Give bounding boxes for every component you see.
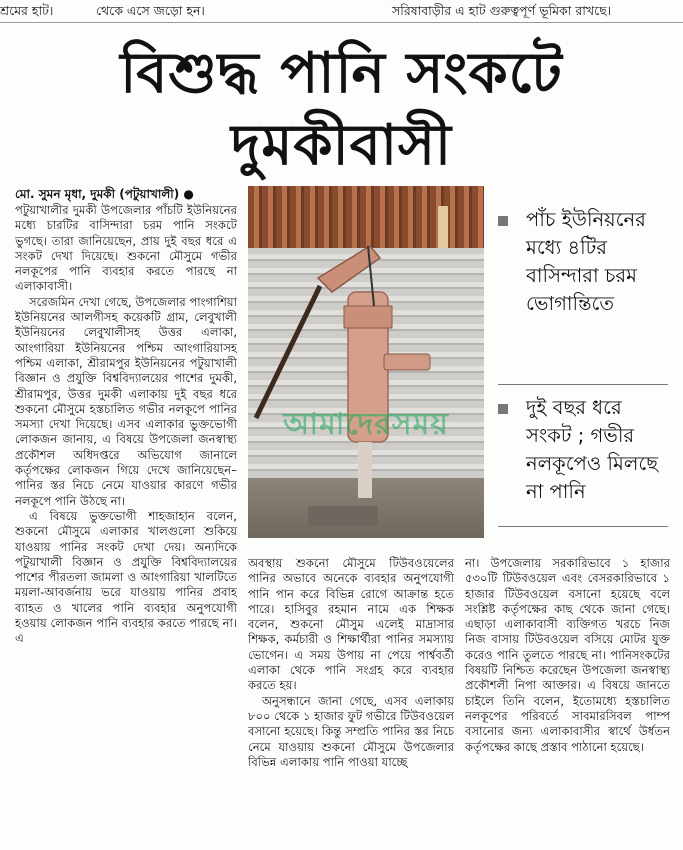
pull-quote-2 [498, 394, 668, 524]
pull-quote-text: পাঁচ ইউনিয়নের মধ্যে ৪টির বাসিন্দারা চরম ভোগান্তিতে [526, 208, 646, 315]
top-strip [0, 2, 683, 22]
paragraph: সরেজমিন দেখা গেছে, উপজেলার পাংগাশিয়া ইউনিয়নের আলগীসহ কয়েকটি গ্রাম, লেবুখালী ইউনিয়নের লেবুখালীসহ উত্তর এলাকা, আংগারিয়া ইউনিয়নের পশ্চিম আংগারিয়াসহ পশ্চিম এলাকা, শ্রীরামপুর ইউনিয়নের পটুয়াখালী বিজ্ঞান ও প্রযুক্তি বিশ্ববিদ্যালয়ের পাশের দুমকী, শ্রীরামপুর, উত্তর দুমকী এলাকায় দুই বছর ধরে শুকনো মৌসুমে হস্তচালিত গভীর নলকূপে পানির সমস্যা দেখা দিয়েছে। এসব এলাকার ভুক্তভোগী লোকজন জানায়, এ বিষয়ে উপজেলা জনস্বাস্থ্য প্রকৌশল অধিদপ্তরে অভিযোগ জানালে কর্তৃপক্ষের লোকজন গিয়ে দেখে জানিয়েছেন– পানির স্তর নিচে নেমে যাওয়ার কারণে গভীর নলকূপে পানি উঠছে না। [15, 294, 237, 508]
pull-quote-1 [498, 206, 668, 376]
pull-quote-divider [498, 384, 668, 385]
top-strip-left-2: থেকে এসে জড়ো হন। [96, 3, 205, 18]
square-bullet-icon [498, 404, 508, 414]
newspaper-watermark: আমাদেরসময় [283, 407, 449, 442]
hand-pump-icon [248, 186, 484, 538]
paragraph: এ বিষয়ে ভুক্তভোগী শাহজাহান বলেন, শুকনো মৌসুমে এলাকার খালগুলো শুকিয়ে যাওয়ায় পানির সংকট দেখা দেয়। অন্যদিকে পটুয়াখালী বিজ্ঞান ও প্রযুক্তি বিশ্ববিদ্যালয়ের পাশের পীরতলা জামলা ও আংগারিয়া খালটিতে ময়লা-আবর্জনায় ভরে যাওয়ায় পানির প্রবাহ ব্যাহত ও খালের পানি ব্যবহার অনুপযোগী হওয়ায় লোকজন পানি ব্যবহার করতে পারছে না। এ [15, 508, 237, 646]
top-strip-right: সরিষাবাড়ীর এ হাট গুরুত্বপূর্ণ ভূমিকা রাখছে। [392, 3, 612, 18]
pull-quote-text: দুই বছর ধরে সংকট ; গভীর নলকূপেও মিলছে না পানি [526, 396, 659, 503]
paragraph: অনুসন্ধানে জানা গেছে, এসব এলাকায় ৮০০ থেকে ১ হাজার ফুট গভীরে টিউবওয়েল বসানো হয়েছে। কিন্তু সম্প্রতি পানির স্তর নিচে নেমে যাওয়ায় শুকনো মৌসুমে উপজেলার বিভিন্ন এলাকায় পানি পাওয়া যাচ্ছে [248, 693, 454, 769]
top-divider [0, 22, 683, 23]
article-column-1 [15, 203, 237, 848]
tubewell-photo [248, 186, 484, 538]
paragraph: না। উপজেলায় সরকারিভাবে ১ হাজার ৫৩০টি টিউবওয়েল এবং বেসরকারিভাবে ১ হাজার টিউবওয়েল বসানো হয়েছে বলে সংশ্লিষ্ট কর্তৃপক্ষের কাছ থেকে জানা গেছে। এছাড়া এলাকাবাসী ব্যক্তিগত খরচে নিজ নিজ বাসায় টিউবওয়েল বসিয়ে মোটর যুক্ত করেও পানি তুলতে পারছে না। পানিসংকটের বিষয়টি নিশ্চিত করেছেন উপজেলা জনস্বাস্থ্য প্রকৌশলী নিপা আক্তার। এ বিষয়ে জানতে চাইলে তিনি বলেন, ইতোমধ্যে হস্তচালিত নলকূপের পরিবর্তে সাবমারসিবল পাম্প বসানোর জন্য এলাকাবাসীর স্বার্থে উর্ধতন কর্তৃপক্ষের কাছে প্রস্তাব পাঠানো হয়েছে। [465, 556, 670, 754]
headline-line-2: দুমকীবাসী [230, 112, 453, 178]
pull-quote-divider [498, 526, 668, 527]
paragraph: অবস্থায় শুকনো মৌসুমে টিউবওয়েলের পানির অভাবে অনেকে ব্যবহার অনুপযোগী পানি পান করে বিভিন্ন রোগে আক্রান্ত হতে পারে। হাসিবুর রহমান নামে এক শিক্ষক বলেন, শুকনো মৌসুম এলেই মাদ্রাসার শিক্ষক, কর্মচারী ও শিক্ষার্থীরা পানির সমস্যায় ভোগেন। এ সময় উপায় না পেয়ে পার্শ্ববর্তী এলাকা থেকে পানি সংগ্রহ করে ব্যবহার করতে হয়। [248, 556, 454, 693]
article-column-2 [248, 556, 454, 848]
byline: মো. সুমন মৃধা, দুমকী (পটুয়াখালী) ● [15, 187, 194, 201]
paragraph: পটুয়াখালীর দুমকী উপজেলার পাঁচটি ইউনিয়নের মধ্যে চারটির বাসিন্দারা চরম পানি সংকটে ভুগছে। তারা জানিয়েছেন, প্রায় দুই বছর ধরে এ সংকট দেখা দিয়েছে। শুকনো মৌসুমে গভীর নলকূপের পানি ব্যবহার করতে পারছে না এলাকাবাসী। [15, 203, 237, 294]
square-bullet-icon [498, 216, 508, 226]
top-strip-left-1: শ্রমের হাট। [0, 3, 54, 18]
headline-line-1: বিশুদ্ধ পানি সংকটে [120, 40, 563, 106]
article-column-3 [465, 556, 670, 848]
